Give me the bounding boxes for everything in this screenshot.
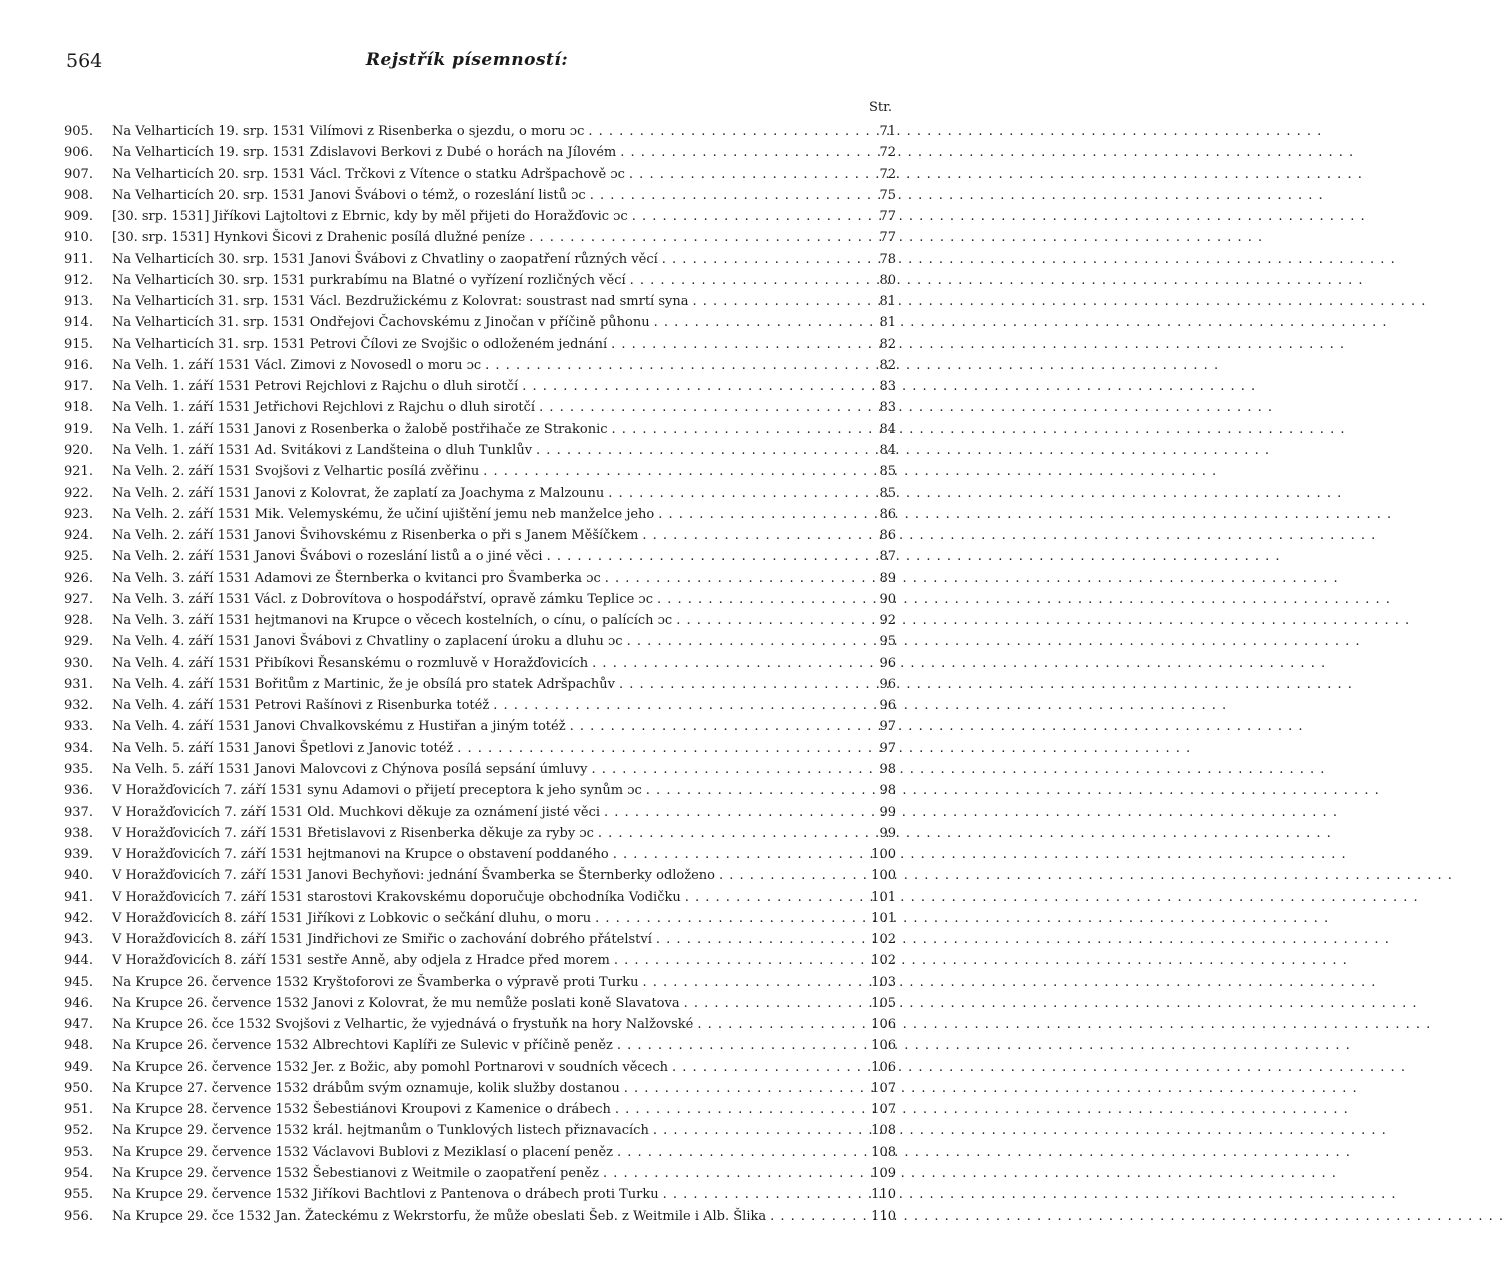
entry-page-number: 96 [879, 676, 896, 692]
entry-page-number: 100 [871, 847, 896, 863]
register-entry [64, 1120, 896, 1141]
dot-leader [642, 780, 866, 801]
entry-number: 937. [64, 804, 93, 820]
entry-number: 932. [64, 698, 93, 714]
entry-text: Na Velh. 1. září 1531 Jetřichovi Rejchlovi z Rajchu o dluh sirotčí [112, 400, 536, 416]
entry-page-number: 95 [879, 634, 896, 650]
dot-leader [615, 674, 866, 695]
entry-number: 913. [64, 294, 93, 310]
entry-text: Na Velharticích 30. srp. 1531 purkrabímu na Blatné o vyřízení rozličných věcí [112, 272, 626, 288]
register-entry [64, 823, 896, 844]
entry-text: V Horažďovicích 7. září 1531 starostovi Krakovskému doporučuje obchodníka Vodičku [112, 889, 681, 905]
entry-number: 953. [64, 1144, 93, 1160]
entry-text: Na Velharticích 31. srp. 1531 Petrovi Čílovi ze Svojšic o odloženém jednání [112, 336, 608, 352]
page-column-label: Str. [868, 100, 892, 115]
entry-number: 941. [64, 889, 93, 905]
register-entry [64, 312, 896, 333]
entry-number: 905. [64, 124, 93, 139]
register-entry [64, 334, 896, 355]
entry-text: V Horažďovicích 7. září 1531 Břetislavovi z Risenberka děkuje za ryby ɔc [112, 825, 594, 841]
entry-page-number: 110 [871, 1187, 896, 1203]
entry-text: V Horažďovicích 7. září 1531 hejtmanovi na Krupce o obstavení poddaného [112, 847, 609, 863]
entry-page-number: 105 [871, 995, 896, 1011]
entry-page-number: 98 [879, 783, 896, 799]
entry-page-number: 90 [879, 591, 896, 607]
dot-leader [489, 695, 866, 716]
entry-number: 951. [64, 1102, 93, 1118]
dot-leader [658, 249, 866, 270]
entry-number: 921. [64, 464, 93, 480]
entry-number: 929. [64, 634, 93, 650]
entry-page-number: 107 [871, 1080, 896, 1096]
entry-text: Na Krupce 29. července 1532 král. hejtmanům o Tunklových listech přiznavacích [112, 1123, 649, 1139]
entry-text: Na Velh. 1. září 1531 Janovi z Rosenberka o žalobě postřihače ze Strakonic [112, 421, 608, 437]
register-entry [64, 249, 896, 270]
register-entry [64, 504, 896, 525]
entry-text: V Horažďovicích 8. září 1531 Jindřichovi ze Smiřic o zachování dobrého přátelství [112, 932, 652, 948]
entry-number: 936. [64, 783, 93, 799]
dot-leader [715, 865, 866, 886]
dot-leader [611, 1099, 866, 1120]
entry-text: Na Velh. 2. září 1531 Svojšovi z Velhartic posílá zvěřinu [112, 464, 480, 480]
entry-text: V Horažďovicích 7. září 1531 Old. Muchkovi děkuje za oznámení jisté věci [112, 804, 601, 820]
dot-leader [604, 483, 866, 504]
dot-leader [479, 461, 866, 482]
entry-page-number: 86 [879, 506, 896, 522]
register-entry [64, 695, 896, 716]
dot-leader [613, 1142, 866, 1163]
entry-text: Na Velh. 2. září 1531 Janovi Švihovskému z Risenberka o při s Janem Měšíčkem [112, 528, 639, 544]
entry-text: V Horažďovicích 7. září 1531 Janovi Bechyňovi: jednání Švamberka se Šternberky odloženo [112, 868, 715, 884]
register-entry [64, 461, 896, 482]
entry-page-number: 87 [879, 549, 896, 565]
entry-text: Na Krupce 26. čce 1532 Svojšovi z Velhartic, že vyjednává o frystuňk na hory Nalžovské [112, 1017, 694, 1033]
entry-number: 935. [64, 761, 93, 777]
register-entry [64, 1142, 896, 1163]
register-entry [64, 865, 896, 886]
dot-leader [535, 397, 866, 418]
entry-number: 939. [64, 847, 93, 863]
entry-page-number: 84 [879, 442, 896, 458]
entry-text: Na Velharticích 19. srp. 1531 Vilímovi z Risenberka o sjezdu, o moru ɔc [112, 124, 585, 139]
entry-text: Na Krupce 26. července 1532 Janovi z Kolovrat, že mu nemůže poslati koně Slavatova [112, 995, 680, 1011]
dot-leader [525, 227, 866, 248]
entry-text: Na Velharticích 20. srp. 1531 Václ. Trčkovi z Vítence o statku Adršpachově ɔc [112, 166, 625, 182]
entry-number: 934. [64, 740, 93, 756]
register-entry [64, 631, 896, 652]
register-entry [64, 227, 896, 248]
entry-text: Na Krupce 29. července 1532 Šebestianovi z Weitmile o zaopatření peněz [112, 1166, 599, 1182]
entry-number: 919. [64, 421, 93, 437]
register-entry [64, 993, 896, 1014]
dot-leader [610, 950, 866, 971]
entry-page-number: 72 [879, 145, 896, 161]
dot-leader [654, 504, 866, 525]
register-entry [64, 121, 896, 142]
entry-number: 956. [64, 1208, 93, 1224]
register-entry [64, 185, 896, 206]
entry-text: Na Velh. 4. září 1531 Janovi Švábovi z Chvatliny o zaplacení úroku a dluhu ɔc [112, 634, 623, 650]
entry-number: 911. [64, 251, 93, 267]
register-entry [64, 887, 896, 908]
entry-text: V Horažďovicích 7. září 1531 synu Adamovi o přijetí preceptora k jeho synům ɔc [112, 783, 642, 799]
entry-page-number: 108 [871, 1144, 896, 1160]
entry-text: Na Velh. 4. září 1531 Janovi Chvalkovskému z Hustiřan a jiným totéž [112, 719, 566, 735]
register-entry [64, 950, 896, 971]
dot-leader [653, 589, 866, 610]
dot-leader [628, 206, 866, 227]
dot-leader [599, 1163, 866, 1184]
entry-text: Na Velh. 2. září 1531 Janovi z Kolovrat, že zaplatí za Joachyma z Malzounu [112, 485, 605, 501]
entry-number: 912. [64, 272, 93, 288]
entry-page-number: 110 [871, 1208, 896, 1224]
entry-text: Na Velh. 5. září 1531 Janovi Malovcovi z Chýnova posílá sepsání úmluvy [112, 761, 588, 777]
entry-number: 940. [64, 868, 93, 884]
entry-text: Na Velh. 1. září 1531 Petrovi Rejchlovi z Rajchu o dluh sirotčí [112, 379, 519, 395]
dot-leader [543, 546, 866, 567]
page-header [66, 50, 868, 80]
dot-leader [566, 716, 866, 737]
register-entry [64, 440, 896, 461]
entry-text: Na Krupce 26. července 1532 Jer. z Božic, aby pomohl Portnarovi v soudních věcech [112, 1059, 669, 1075]
entry-text: Na Velh. 1. září 1531 Václ. Zimovi z Novosedl o moru ɔc [112, 357, 482, 373]
entry-number: 933. [64, 719, 93, 735]
entry-number: 949. [64, 1059, 93, 1075]
entry-page-number: 75 [879, 187, 896, 203]
entry-number: 927. [64, 591, 93, 607]
dot-leader [609, 844, 866, 865]
entry-page-number: 103 [871, 974, 896, 990]
entry-page-number: 97 [879, 740, 896, 756]
entry-number: 926. [64, 570, 93, 586]
dot-leader [626, 270, 866, 291]
dot-leader [591, 908, 866, 929]
entry-page-number: 78 [879, 251, 896, 267]
register-entry [64, 397, 896, 418]
register-entry [64, 291, 896, 312]
entry-text: Na Velharticích 19. srp. 1531 Zdislavovi Berkovi z Dubé o horách na Jílovém [112, 145, 617, 161]
entry-number: 918. [64, 400, 93, 416]
entry-text: V Horažďovicích 8. září 1531 Jiříkovi z Lobkovic o sečkání dluhu, o moru [112, 910, 592, 926]
dot-leader [588, 759, 866, 780]
register-entry [64, 929, 896, 950]
entry-number: 954. [64, 1166, 93, 1182]
register-entry [64, 972, 896, 993]
entry-page-number: 99 [879, 804, 896, 820]
dot-leader [620, 1078, 866, 1099]
register-entry [64, 1099, 896, 1120]
entry-text: Na Krupce 27. července 1532 drábům svým oznamuje, kolik služby dostanou [112, 1080, 620, 1096]
register-entry [64, 759, 896, 780]
dot-leader [616, 142, 866, 163]
entry-page-number: 101 [871, 889, 896, 905]
entry-page-number: 81 [879, 294, 896, 310]
dot-leader [680, 993, 866, 1014]
dot-leader [584, 121, 866, 142]
entry-text: [30. srp. 1531] Hynkovi Šicovi z Drahenic posílá dlužné peníze [112, 230, 526, 246]
entry-text: [30. srp. 1531] Jiříkovi Lajtoltovi z Ebrnic, kdy by měl přijeti do Horažďovic ɔc [112, 209, 628, 225]
register-entry [64, 355, 896, 376]
entry-number: 915. [64, 336, 93, 352]
entry-page-number: 96 [879, 655, 896, 671]
entry-text: Na Krupce 26. července 1532 Albrechtovi Kaplíři ze Sulevic v příčině peněz [112, 1038, 613, 1054]
entry-page-number: 77 [879, 230, 896, 246]
entry-page-number: 101 [871, 910, 896, 926]
entry-page-number: 99 [879, 825, 896, 841]
register-entry [64, 653, 896, 674]
entry-page-number: 86 [879, 528, 896, 544]
entry-page-number: 106 [871, 1059, 896, 1075]
dot-leader [639, 972, 867, 993]
entry-page-number: 92 [879, 613, 896, 629]
entry-number: 946. [64, 995, 93, 1011]
entry-text: Na Krupce 29. čce 1532 Jan. Žateckému z Wekrstorfu, že může obeslati Šeb. z Weitmile i Alb. Šlika [112, 1208, 767, 1224]
dot-leader [766, 1206, 866, 1227]
entry-page-number: 97 [879, 719, 896, 735]
register-entry [64, 270, 896, 291]
entry-text: Na Velh. 2. září 1531 Mik. Velemyskému, že učiní ujištění jemu neb manželce jeho [112, 506, 655, 522]
register-entry [64, 142, 896, 163]
entry-text: Na Velharticích 31. srp. 1531 Ondřejovi Čachovskému z Jinočan v příčině půhonu [112, 315, 650, 331]
register-entry [64, 1014, 896, 1035]
register-entry [64, 164, 896, 185]
entry-page-number: 82 [879, 357, 896, 373]
dot-leader [586, 185, 866, 206]
register-entry [64, 546, 896, 567]
register-entry [64, 1206, 896, 1227]
entry-page-number: 98 [879, 761, 896, 777]
entry-number: 930. [64, 655, 93, 671]
dot-leader [601, 568, 866, 589]
entry-page-number: 85 [879, 464, 896, 480]
register-entry [64, 1035, 896, 1056]
entry-number: 945. [64, 974, 93, 990]
entry-number: 907. [64, 166, 93, 182]
dot-leader [594, 823, 866, 844]
entry-number: 928. [64, 613, 93, 629]
register-entry [64, 738, 896, 759]
dot-leader [659, 1184, 866, 1205]
entry-number: 922. [64, 485, 93, 501]
entry-text: Na Velh. 5. září 1531 Janovi Špetlovi z Janovic totéž [112, 740, 454, 756]
entry-page-number: 82 [879, 336, 896, 352]
dot-leader [600, 802, 866, 823]
dot-leader [650, 312, 866, 333]
entry-page-number: 84 [879, 421, 896, 437]
entry-number: 942. [64, 910, 93, 926]
page-number: 564 [66, 50, 103, 72]
register-list [64, 121, 896, 1227]
register-entry [64, 483, 896, 504]
dot-leader [649, 1120, 866, 1141]
entry-number: 920. [64, 442, 93, 458]
entry-page-number: 106 [871, 1038, 896, 1054]
entry-text: Na Velh. 4. září 1531 Petrovi Rašínovi z Risenburka totéž [112, 698, 490, 714]
entry-text: Na Velh. 1. září 1531 Ad. Svitákovi z Landšteina o dluh Tunklův [112, 442, 533, 458]
entry-page-number: 71 [879, 124, 896, 139]
register-entry [64, 780, 896, 801]
entry-text: Na Velharticích 31. srp. 1531 Václ. Bezdružickému z Kolovrat: soustrast nad smrtí syna [112, 294, 689, 310]
entry-text: Na Krupce 29. července 1532 Jiříkovi Bachtlovi z Pantenova o drábech proti Turku [112, 1187, 659, 1203]
register-entry [64, 908, 896, 929]
dot-leader [453, 738, 866, 759]
entry-page-number: 106 [871, 1017, 896, 1033]
entry-text: Na Krupce 26. července 1532 Kryštoforovi ze Švamberka o výpravě proti Turku [112, 974, 639, 990]
entry-number: 950. [64, 1080, 93, 1096]
dot-leader [689, 291, 867, 312]
register-entry [64, 1057, 896, 1078]
entry-page-number: 102 [871, 953, 896, 969]
dot-leader [532, 440, 866, 461]
entry-text: Na Velh. 3. září 1531 hejtmanovi na Krupce o věcech kostelních, o cínu, o palících ɔc [112, 613, 673, 629]
entry-number: 916. [64, 357, 93, 373]
entry-page-number: 80 [879, 272, 896, 288]
entry-text: Na Velh. 2. září 1531 Janovi Švábovi o rozeslání listů a o jiné věci [112, 549, 543, 565]
dot-leader [625, 164, 866, 185]
entry-page-number: 107 [871, 1102, 896, 1118]
entry-text: Na Velh. 4. září 1531 Přibíkovi Řesanskému o rozmluvě v Horažďovicích [112, 655, 589, 671]
register-entry [64, 610, 896, 631]
entry-text: Na Velharticích 20. srp. 1531 Janovi Švábovi o témž, o rozeslání listů ɔc [112, 187, 586, 203]
register-entry [64, 419, 896, 440]
register-entry [64, 802, 896, 823]
entry-page-number: 85 [879, 485, 896, 501]
entry-page-number: 96 [879, 698, 896, 714]
register-entry [64, 716, 896, 737]
register-entry [64, 376, 896, 397]
entry-number: 947. [64, 1017, 93, 1033]
entry-page-number: 109 [871, 1166, 896, 1182]
register-entry [64, 1078, 896, 1099]
entry-number: 948. [64, 1038, 93, 1054]
entry-number: 917. [64, 379, 93, 395]
entry-page-number: 89 [879, 570, 896, 586]
entry-page-number: 100 [871, 868, 896, 884]
entry-number: 924. [64, 528, 93, 544]
entry-number: 938. [64, 825, 93, 841]
dot-leader [672, 610, 866, 631]
entry-page-number: 72 [879, 166, 896, 182]
entry-number: 943. [64, 932, 93, 948]
dot-leader [588, 653, 866, 674]
dot-leader [518, 376, 866, 397]
entry-page-number: 102 [871, 932, 896, 948]
entry-number: 923. [64, 506, 93, 522]
register-entry [64, 206, 896, 227]
entry-number: 955. [64, 1187, 93, 1203]
entry-number: 914. [64, 315, 93, 331]
entry-page-number: 81 [879, 315, 896, 331]
entry-page-number: 83 [879, 379, 896, 395]
entry-number: 944. [64, 953, 93, 969]
entry-number: 931. [64, 676, 93, 692]
dot-leader [693, 1014, 866, 1035]
entry-text: Na Velharticích 30. srp. 1531 Janovi Švábovi z Chvatliny o zaopatření různých věcí [112, 251, 658, 267]
entry-text: Na Velh. 3. září 1531 Václ. z Dobrovítova o hospodářství, opravě zámku Teplice ɔc [112, 591, 653, 607]
dot-leader [623, 631, 866, 652]
entry-number: 906. [64, 145, 93, 161]
entry-text: V Horažďovicích 8. září 1531 sestře Anně, aby odjela z Hradce před morem [112, 953, 610, 969]
entry-page-number: 83 [879, 400, 896, 416]
entry-page-number: 108 [871, 1123, 896, 1139]
register-entry [64, 844, 896, 865]
running-title: Rejstřík písemností: [365, 50, 569, 70]
dot-leader [613, 1035, 866, 1056]
entry-text: Na Velh. 4. září 1531 Bořitům z Martinic, že je obsílá pro statek Adršpachův [112, 676, 615, 692]
dot-leader [638, 525, 866, 546]
register-entry [64, 589, 896, 610]
register-entry [64, 568, 896, 589]
dot-leader [668, 1057, 866, 1078]
register-entry [64, 1184, 896, 1205]
entry-text: Na Krupce 29. července 1532 Václavovi Bublovi z Meziklasí o placení peněz [112, 1144, 614, 1160]
entry-number: 952. [64, 1123, 93, 1139]
register-entry [64, 525, 896, 546]
register-entry [64, 1163, 896, 1184]
dot-leader [607, 334, 866, 355]
entry-number: 908. [64, 187, 93, 203]
dot-leader [608, 419, 866, 440]
entry-number: 910. [64, 230, 93, 246]
entry-text: Na Krupce 28. července 1532 Šebestiánovi Kroupovi z Kamenice o drábech [112, 1102, 611, 1118]
register-entry [64, 674, 896, 695]
entry-number: 925. [64, 549, 93, 565]
dot-leader [481, 355, 866, 376]
entry-number: 909. [64, 209, 93, 225]
dot-leader [681, 887, 866, 908]
dot-leader [652, 929, 866, 950]
entry-page-number: 77 [879, 209, 896, 225]
entry-text: Na Velh. 3. září 1531 Adamovi ze Šternberka o kvitanci pro Švamberka ɔc [112, 570, 601, 586]
